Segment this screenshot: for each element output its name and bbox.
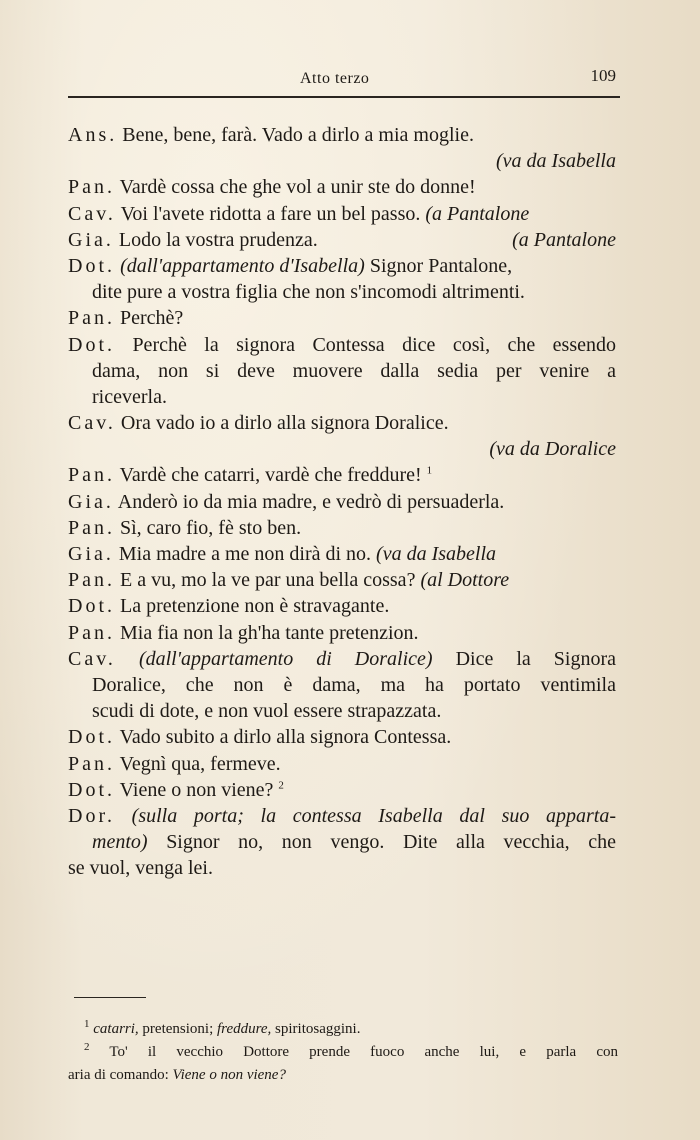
line-text: Vardè che catarri, vardè che freddure! xyxy=(119,464,422,487)
line-text: Perchè la signora Contessa dice così, che essendo xyxy=(132,333,617,356)
continuation-line xyxy=(68,855,616,881)
line-text: dama, non si deve muovere dalla sedia per venire a xyxy=(92,359,616,382)
footnote-marker: 1 xyxy=(426,464,433,477)
speaker-label: Pan. xyxy=(68,464,115,487)
speaker-label: Pan. xyxy=(68,176,115,199)
speaker-label: Cav. xyxy=(68,202,116,225)
dialogue-line xyxy=(68,410,616,436)
speaker-label: Dot. xyxy=(68,778,115,801)
speaker-label: Pan. xyxy=(68,307,115,330)
speaker-label: Gia. xyxy=(68,228,114,251)
footnote-text: aria di comando: xyxy=(68,1067,169,1083)
stage-direction-line xyxy=(68,436,616,462)
dialogue-line xyxy=(68,593,616,619)
footnotes xyxy=(68,1018,618,1087)
speaker-label: Dot. xyxy=(68,726,115,749)
stage-direction: mento) xyxy=(92,831,148,854)
speaker-label: Pan. xyxy=(68,621,115,644)
dialogue-line xyxy=(68,646,616,672)
dialogue-line xyxy=(68,462,616,488)
dialogue-line xyxy=(68,227,616,253)
line-text: Signor Pantalone, xyxy=(369,254,513,277)
footnote-2 xyxy=(68,1041,618,1064)
line-text: Anderò io da mia madre, e vedrò di persuaderla. xyxy=(117,490,505,513)
stage-direction: (va da Isabella xyxy=(496,150,616,173)
dialogue-line xyxy=(68,541,616,567)
page-header xyxy=(68,66,618,94)
dialogue-line xyxy=(68,174,616,200)
stage-direction: (sulla porta; la contessa Isabella dal suo apparta- xyxy=(131,804,616,827)
continuation-line xyxy=(68,698,616,724)
speaker-label: Dor. xyxy=(68,804,115,827)
stage-direction-line xyxy=(68,148,616,174)
continuation-line xyxy=(68,672,616,698)
line-text: Bene, bene, farà. Vado a dirlo a mia moglie. xyxy=(122,124,474,146)
footnote-1 xyxy=(68,1018,618,1041)
line-text: Mia madre a me non dirà di no. xyxy=(118,543,372,565)
footnote-quote: Viene o non viene? xyxy=(172,1067,286,1083)
dialogue-line xyxy=(68,515,616,541)
speaker-label: Pan. xyxy=(68,516,115,539)
dialogue-line xyxy=(68,489,616,515)
footnote-text: spiritosaggini. xyxy=(275,1021,361,1037)
speaker-label: Dot. xyxy=(68,595,115,618)
stage-direction: (va da Doralice xyxy=(489,438,616,461)
header-rule xyxy=(68,96,620,98)
line-text: scudi di dote, e non vuol essere strapazzata. xyxy=(92,700,442,723)
footnote-separator xyxy=(74,997,146,998)
line-text: Sì, caro fio, fè sto ben. xyxy=(120,516,302,539)
line-text: Doralice, che non è dama, ma ha portato ventimila xyxy=(92,673,616,696)
footnote-term: freddure, xyxy=(217,1021,272,1037)
line-text: Mia fia non la gh'ha tante pretenzion. xyxy=(120,621,419,644)
line-text: Dice la Signora xyxy=(455,647,616,670)
dialogue-text xyxy=(68,122,616,881)
line-text: Voi l'avete ridotta a fare un bel passo. xyxy=(120,202,421,225)
footnote-mark: 2 xyxy=(84,1041,90,1053)
line-text: Signor no, non vengo. Dite alla vecchia, che xyxy=(166,831,616,854)
footnote-2-continuation xyxy=(68,1064,618,1087)
stage-direction: (a Pantalone xyxy=(425,202,530,225)
footnote-marker: 2 xyxy=(278,779,284,792)
stage-direction: (al Dottore xyxy=(420,569,510,592)
line-text: Vado subito a dirlo alla signora Contessa. xyxy=(119,726,452,749)
continuation-line xyxy=(68,829,616,855)
stage-direction: (dall'appartamento di Doralice) xyxy=(138,647,433,670)
line-text: E a vu, mo la ve par una bella cossa? xyxy=(120,569,416,592)
speaker-label: Ans. xyxy=(68,124,118,146)
line-text: Viene o non viene? xyxy=(119,778,274,801)
dialogue-line xyxy=(68,777,616,803)
running-title: Atto terzo xyxy=(300,70,370,87)
dialogue-line xyxy=(68,201,616,227)
line-text: La pretenzione non è stravagante. xyxy=(120,595,390,618)
line-text: dite pure a vostra figlia che non s'incomodi altrimenti. xyxy=(92,281,525,304)
page-number: 109 xyxy=(590,66,616,85)
footnote-text: pretensioni; xyxy=(142,1021,214,1037)
dialogue-line xyxy=(68,122,616,148)
dialogue-line xyxy=(68,803,616,829)
dialogue-line xyxy=(68,620,616,646)
speaker-label: Dot. xyxy=(68,254,115,277)
stage-direction: (a Pantalone xyxy=(512,228,616,251)
line-text: Vegnì qua, fermeve. xyxy=(119,752,281,775)
dialogue-line xyxy=(68,253,616,279)
speaker-label: Dot. xyxy=(68,333,115,356)
line-text: riceverla. xyxy=(92,385,167,408)
stage-direction: (dall'appartamento d'Isabella) xyxy=(120,254,365,277)
line-text: Ora vado io a dirlo alla signora Doralice. xyxy=(120,412,449,435)
footnote-mark: 1 xyxy=(84,1018,90,1030)
line-text: Lodo la vostra prudenza. xyxy=(118,228,318,251)
continuation-line xyxy=(68,358,616,384)
continuation-line xyxy=(68,279,616,305)
stage-direction: (va da Isabella xyxy=(376,543,497,565)
speaker-label: Gia. xyxy=(68,543,114,565)
speaker-label: Gia. xyxy=(68,490,114,513)
dialogue-line xyxy=(68,724,616,750)
speaker-label: Cav. xyxy=(68,412,116,435)
line-text: Vardè cossa che ghe vol a unir ste do donne! xyxy=(119,176,476,199)
speaker-label: Pan. xyxy=(68,752,115,775)
speaker-label: Pan. xyxy=(68,569,115,592)
continuation-line xyxy=(68,384,616,410)
footnote-term: catarri, xyxy=(93,1021,139,1037)
line-text: Perchè? xyxy=(120,307,184,330)
line-text: se vuol, venga lei. xyxy=(68,857,213,880)
dialogue-line xyxy=(68,305,616,331)
speaker-label: Cav. xyxy=(68,647,116,670)
footnote-text: To' il vecchio Dottore prende fuoco anche lui, e parla con xyxy=(109,1044,618,1060)
dialogue-line xyxy=(68,332,616,358)
dialogue-line xyxy=(68,567,616,593)
dialogue-line xyxy=(68,751,616,777)
